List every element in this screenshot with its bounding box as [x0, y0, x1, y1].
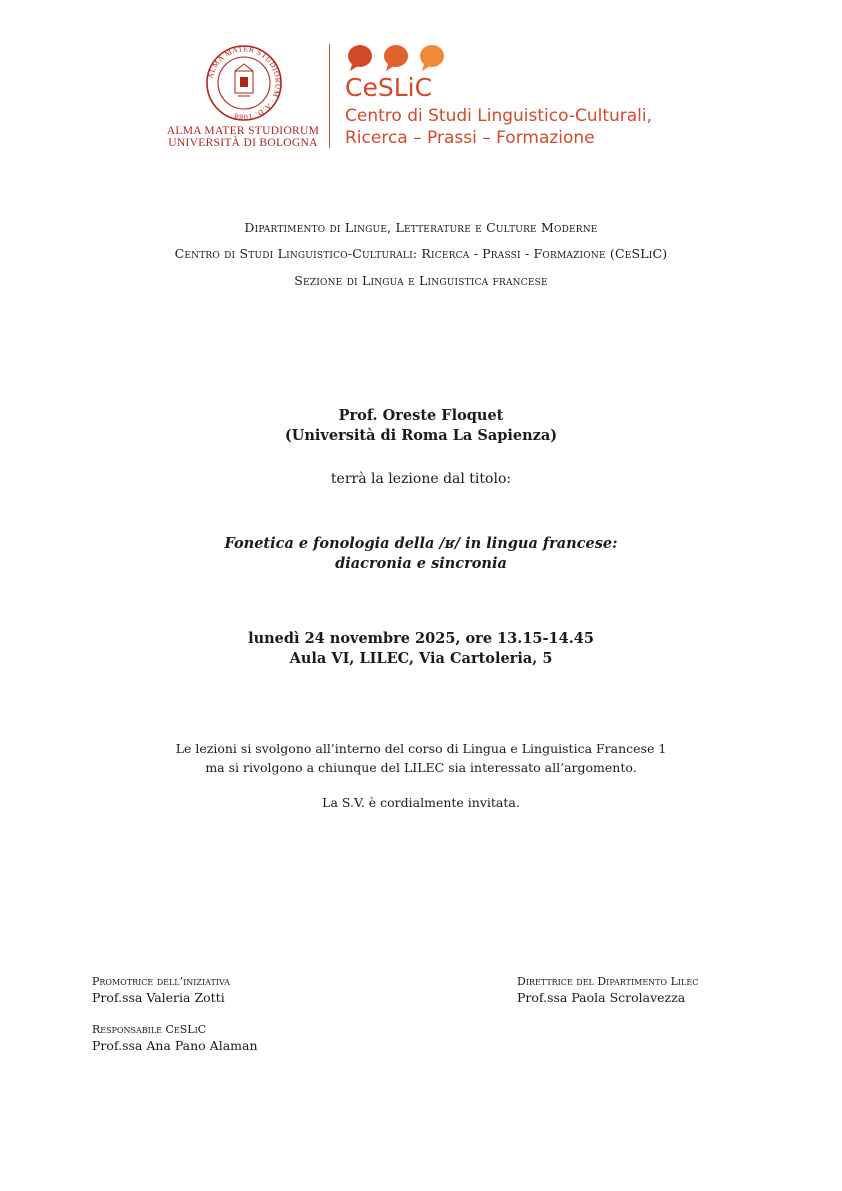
- lecture-location: Aula VI, LILEC, Via Cartoleria, 5: [289, 650, 553, 667]
- promoter-name: Prof.ssa Valeria Zotti: [92, 990, 225, 1005]
- center-line: Centro di Studi Linguistico-Culturali: Ricerca - Prassi - Formazione (CeSLiC): [174, 246, 668, 261]
- ceslic-subtitle-line2: Ricerca – Prassi – Formazione: [345, 128, 595, 148]
- responsible-name: Prof.ssa Ana Pano Alaman: [92, 1038, 258, 1053]
- university-seal-logo: [205, 44, 283, 122]
- director-name: Prof.ssa Paola Scrolavezza: [517, 990, 686, 1005]
- ceslic-wordmark: CeSLiC: [345, 73, 433, 102]
- note-line2: ma si rivolgono a chiunque del LILEC sia interessato all’argomento.: [205, 760, 637, 775]
- speaker-affiliation: (Università di Roma La Sapienza): [284, 427, 558, 444]
- section-line: Sezione di Lingua e Linguistica francese: [294, 273, 548, 288]
- speaker-name: Prof. Oreste Floquet: [338, 407, 504, 424]
- note-line1: Le lezioni si svolgono all’interno del corso di Lingua e Linguistica Francese 1: [175, 741, 667, 756]
- ceslic-subtitle-line1: Centro di Studi Linguistico-Culturali,: [345, 106, 653, 126]
- unibo-line2: UNIVERSITÀ DI BOLOGNA: [168, 137, 318, 149]
- lecture-intro: terrà la lezione dal titolo:: [330, 471, 512, 487]
- unibo-line1: ALMA MATER STUDIORUM: [166, 125, 320, 137]
- responsible-title: Responsabile CeSLiC: [92, 1023, 207, 1036]
- invitation-line: La S.V. è cordialmente invitata.: [322, 795, 520, 810]
- ceslic-speech-bubbles-icon: [346, 44, 446, 72]
- lecture-title-line2: diacronia e sincronia: [335, 555, 507, 572]
- lecture-title-line1: Fonetica e fonologia della /ʁ/ in lingua francese:: [224, 535, 618, 552]
- director-title: Direttrice del Dipartimento Lilec: [517, 975, 699, 988]
- promoter-title: Promotrice dell’iniziativa: [92, 975, 230, 988]
- svg-text:ALMA MATER STUDIORUM · A.D. 10: ALMA MATER STUDIORUM · A.D. 1088: [205, 44, 283, 122]
- header-divider: [329, 44, 330, 148]
- lecture-datetime: lunedì 24 novembre 2025, ore 13.15-14.45: [248, 630, 594, 647]
- department-line: Dipartimento di Lingue, Letterature e Culture Moderne: [244, 220, 598, 235]
